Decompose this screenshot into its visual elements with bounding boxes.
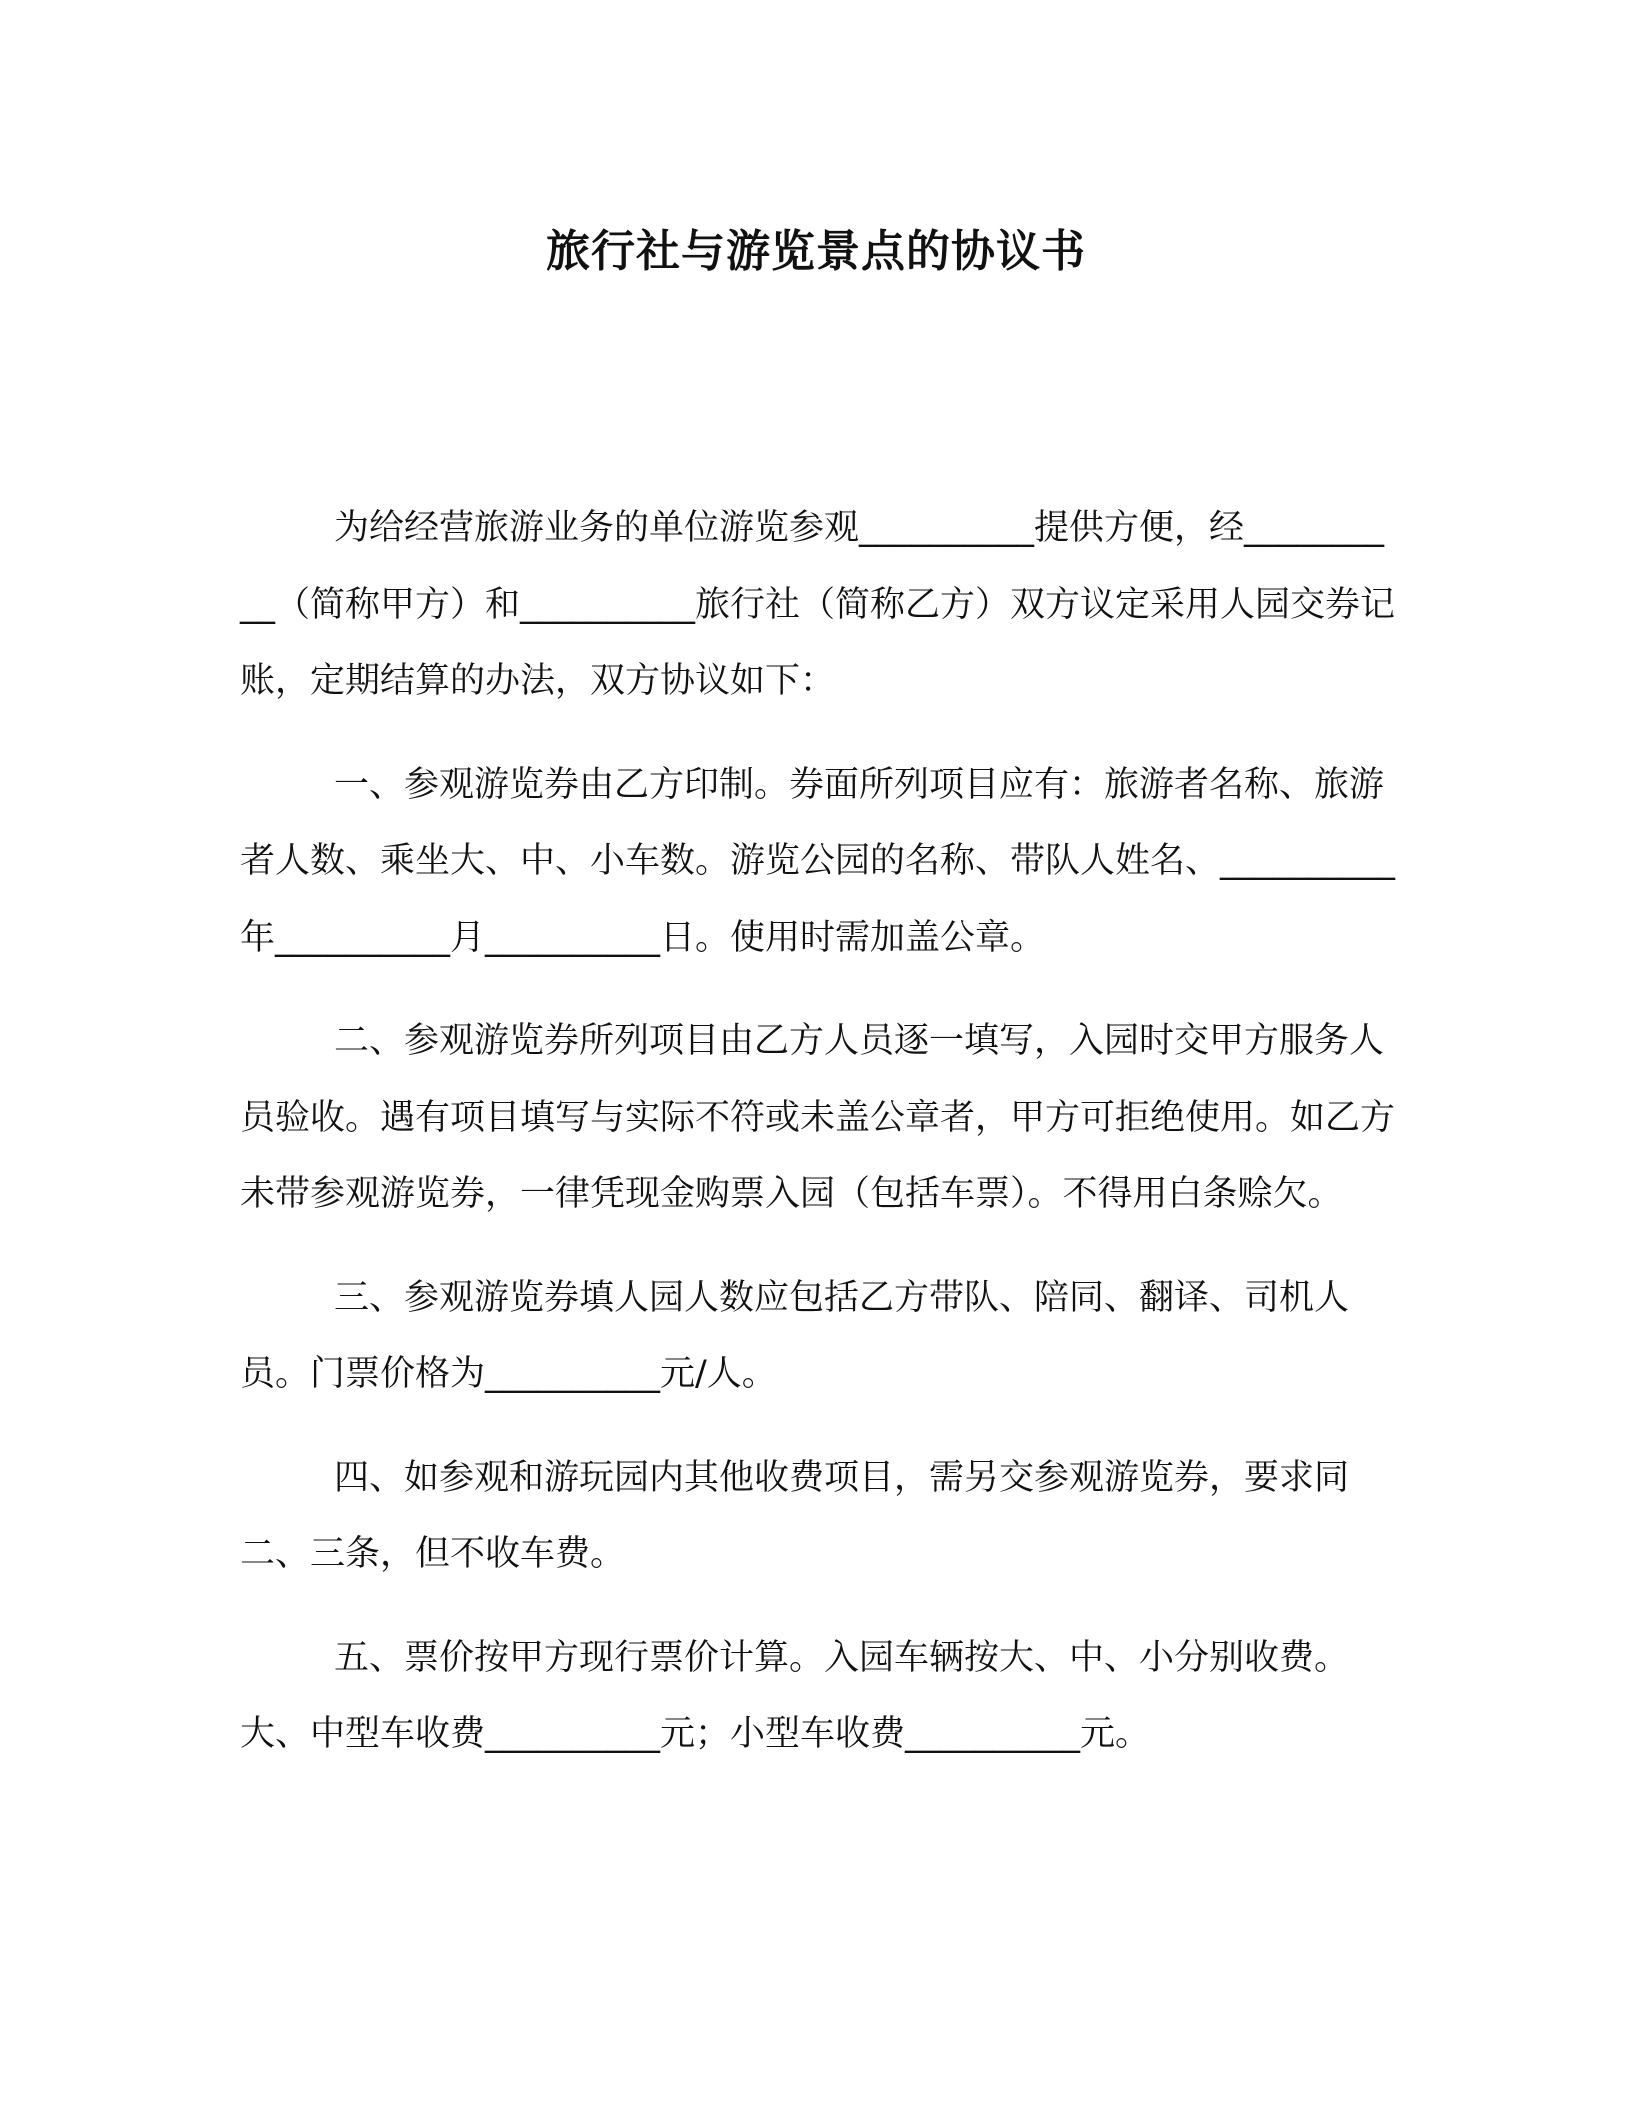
paragraph-line: 得用白条赊欠。 (1097, 1174, 1343, 1214)
paragraph-clause-1 (240, 747, 1400, 977)
paragraph-line: 二、参观游览券所列项目由乙方人员逐一填写，入园时交甲方服 (334, 1021, 1315, 1061)
paragraph-line: 为给经营旅游业务的单位游览参观__________提供方便，经 (334, 508, 1245, 548)
paragraph-line: 务人员验收。遇有项目填写与实际不符或未盖公章者，甲方可拒绝使 (240, 1021, 1385, 1138)
document-body (240, 490, 1400, 1800)
paragraph-clause-3 (240, 1260, 1400, 1413)
paragraph-clause-5 (240, 1620, 1400, 1773)
paragraph-line: __________年__________月__________日。使用时需加盖公章。 (240, 841, 1396, 958)
paragraph-line: 五、票价按甲方现行票价计算。入园车辆按大、中、小分别收费。 (334, 1637, 1350, 1678)
paragraph-line: __________（简称甲方）和__________旅行社（简称乙方）双方议定 (240, 508, 1385, 625)
paragraph-line: 采用人园交券记账，定期结算的办法，双方协议如下： (240, 584, 1396, 701)
paragraph-intro (240, 490, 1400, 720)
paragraph-line: 三、参观游览券填人园人数应包括乙方带队、陪同、翻译、司机 (334, 1277, 1315, 1318)
paragraph-line: 大、中型车收费__________元；小型车收费__________元。 (240, 1714, 1151, 1754)
paragraph-line: 人员。门票价格为__________元/人。 (240, 1277, 1350, 1394)
paragraph-clause-4 (240, 1440, 1400, 1593)
document-title: 旅行社与游览景点的协议书 (546, 226, 1086, 277)
paragraph-line: 用。如乙方未带参观游览券，一律凭现金购票入园（包括车票）。不 (240, 1097, 1396, 1214)
paragraph-line: 一、参观游览券由乙方印制。券面所列项目应有：旅游者名称、 (334, 764, 1315, 805)
paragraph-line: 四、如参观和游玩园内其他收费项目，需另交参观游览券，要求 (334, 1457, 1315, 1498)
paragraph-line: 同二、三条，但不收车费。 (240, 1457, 1350, 1574)
paragraph-line: 旅游者人数、乘坐大、中、小车数。游览公园的名称、带队人姓名、 (240, 764, 1385, 881)
paragraph-clause-2 (240, 1003, 1400, 1233)
